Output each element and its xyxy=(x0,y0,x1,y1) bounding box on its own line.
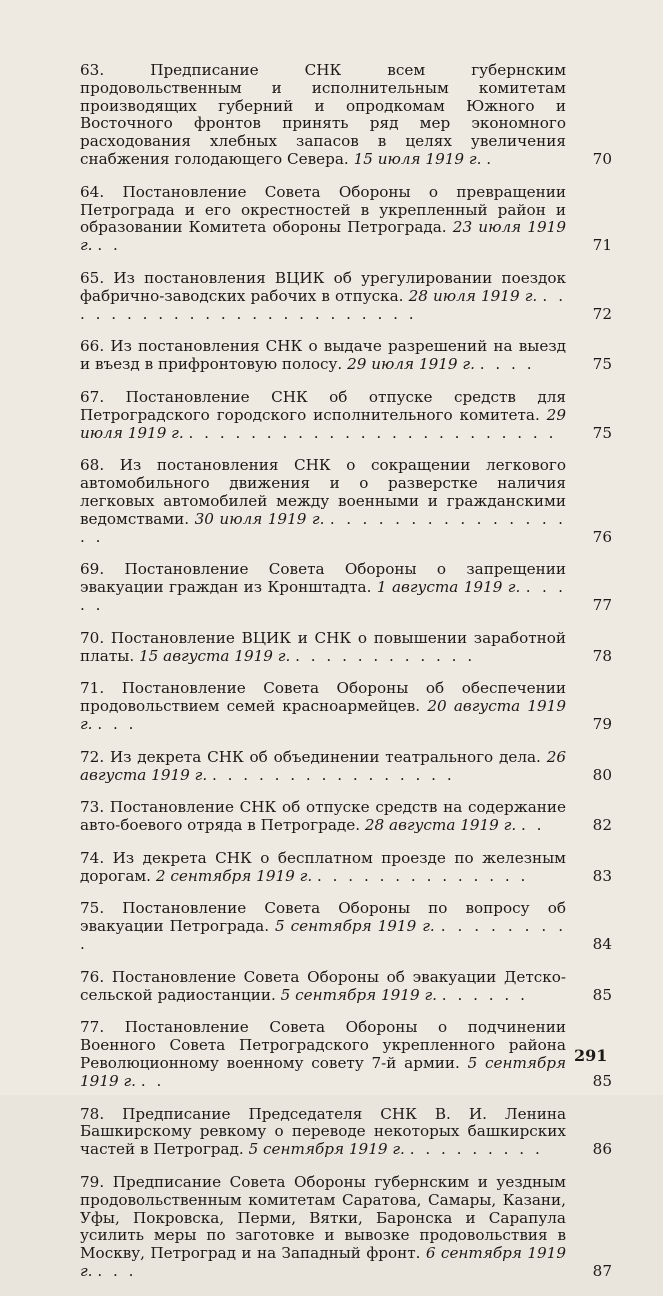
toc-entry-page-number: 78 xyxy=(592,646,612,665)
toc-entry-page-number: 82 xyxy=(592,816,612,835)
toc-entry-number: 75. xyxy=(80,899,105,918)
toc-entry-date: 29 июля 1919 г. xyxy=(80,405,566,442)
toc-entry xyxy=(80,969,612,1005)
toc-entry-title: Из декрета СНК о бесплатном проезде по железным дорогам. xyxy=(80,848,567,885)
toc-entry-body xyxy=(80,850,566,886)
toc-entry xyxy=(80,1019,612,1090)
toc-entry-body xyxy=(80,1106,566,1159)
toc-entry-body xyxy=(80,630,566,666)
toc-entry-date: 1 августа 1919 г. xyxy=(376,578,521,597)
toc-entry-date: 30 июля 1919 г. xyxy=(194,509,325,528)
toc-entry-body xyxy=(80,270,566,323)
toc-entry xyxy=(80,62,612,169)
toc-entry-number: 79. xyxy=(80,1173,105,1192)
toc-entry xyxy=(80,338,612,374)
toc-entry-page-number: 80 xyxy=(592,765,612,784)
toc-entry-number: 63. xyxy=(80,61,105,79)
toc-entry-title: Предписание Совета Обороны губернским и уездным продовольственным комитетам Саратова, Самары, Казани, Уфы, Покровска, Перми, Вятки, Баронска и Сарапула усилить меры по заготовке и вывозке продовольствия в Москву, Петроград и на Западный фронт. xyxy=(80,1173,566,1263)
toc-entry-date: 5 сентября 1919 г. xyxy=(80,1054,567,1090)
toc-entry-body xyxy=(80,184,566,255)
toc-entry-body xyxy=(80,457,566,546)
toc-entry-page-number: 87 xyxy=(592,1262,612,1281)
toc-entry xyxy=(80,270,612,323)
toc-entry-date: 5 сентября 1919 г. xyxy=(275,917,435,936)
toc-entry-leader-dots: . . xyxy=(140,1071,165,1090)
toc-entry-title: Постановление Совета Обороны о запрещении эвакуации граждан из Кронштадта. xyxy=(80,560,567,597)
toc-entry-page-number: 85 xyxy=(592,1071,612,1090)
toc-entry-leader-dots: . xyxy=(486,149,495,168)
toc-entry-number: 71. xyxy=(80,679,105,698)
toc-entry-page-number: 85 xyxy=(592,985,612,1004)
toc-entry-number: 70. xyxy=(80,628,105,647)
toc-entry-number: 74. xyxy=(80,848,105,867)
table-of-contents xyxy=(80,62,612,1296)
toc-entry-date: 23 июля 1919 г. xyxy=(80,218,566,255)
toc-entry-number: 73. xyxy=(80,798,105,817)
toc-entry-leader-dots: . . . . . . xyxy=(441,985,528,1004)
toc-entry-title: Из декрета СНК об объединении театрального дела. xyxy=(109,747,541,766)
toc-entry xyxy=(80,850,612,886)
toc-entry-date: 28 августа 1919 г. xyxy=(364,816,517,835)
toc-entry-date: 5 сентября 1919 г. xyxy=(248,1140,405,1159)
toc-entry-leader-dots: . . . xyxy=(97,1262,137,1281)
toc-entry-body xyxy=(80,969,566,1005)
toc-entry-body xyxy=(80,680,566,733)
toc-entry-leader-dots: . . . . xyxy=(479,355,535,374)
toc-entry-date: 28 июля 1919 г. xyxy=(408,286,538,305)
toc-entry-date: 26 августа 1919 г. xyxy=(80,747,567,784)
toc-entry-leader-dots: . . . . . xyxy=(80,578,567,614)
toc-entry-page-number: 71 xyxy=(592,236,612,255)
toc-entry-body xyxy=(80,1019,566,1090)
toc-entry-body xyxy=(80,1174,566,1281)
toc-entry-leader-dots: . . . . . . . . . . . . . . . . . . . . . . . . xyxy=(80,286,567,323)
toc-entry-body xyxy=(80,900,566,953)
toc-entry-leader-dots: . . . . . . . . . . . . . . xyxy=(316,866,529,885)
toc-entry-date: 20 августа 1919 г. xyxy=(80,697,566,733)
toc-entry-page-number: 84 xyxy=(592,935,612,954)
toc-entry-title: Предписание СНК всем губернским продовольственным и исполнительным комитетам производящих губерний и опродкомам Южного и Восточного фронтов принять ряд мер экономного расходования хлебных запасов в целях увеличения снабжения голодающего Севера. xyxy=(80,61,567,168)
toc-entry xyxy=(80,799,612,835)
toc-entry-page-number: 76 xyxy=(592,527,612,546)
toc-entry-title: Из постановления СНК о выдаче разрешений на выезд и въезд в прифронтовую полосу. xyxy=(80,337,567,374)
toc-entry-leader-dots: . . . . . . . . . xyxy=(409,1140,543,1159)
toc-entry xyxy=(80,1174,612,1281)
toc-entry-leader-dots: . . xyxy=(97,236,121,255)
toc-entry-body xyxy=(80,389,566,442)
toc-entry-number: 66. xyxy=(80,337,105,356)
toc-entry-leader-dots: . . xyxy=(521,816,545,835)
toc-entry-number: 72. xyxy=(80,747,105,766)
toc-entry-title: Постановление Совета Обороны об обеспечении продовольствием семей красноармейцев. xyxy=(80,679,566,716)
toc-entry-title: Из постановления СНК о сокращении легкового автомобильного движения и о разверстке наличия легковых автомобилей между военными и гражданскими ведомствами. xyxy=(80,456,566,528)
toc-entry-number: 77. xyxy=(80,1018,105,1037)
toc-entry-title: Постановление Совета Обороны по вопросу об эвакуации Петрограда. xyxy=(80,899,566,936)
page-number: 291 xyxy=(574,1046,608,1065)
toc-entry-page-number: 86 xyxy=(592,1140,612,1159)
toc-entry-number: 69. xyxy=(80,560,105,579)
toc-entry-title: Постановление СНК об отпуске средств на содержание авто-боевого отряда в Петрограде. xyxy=(80,798,566,835)
toc-entry-body xyxy=(80,338,566,374)
toc-entry xyxy=(80,561,612,614)
toc-entry-number: 68. xyxy=(80,456,105,475)
toc-entry xyxy=(80,749,612,785)
toc-entry-date: 15 августа 1919 г. xyxy=(138,646,291,665)
toc-entry-body xyxy=(80,561,566,614)
toc-entry-page-number: 72 xyxy=(592,304,612,323)
toc-entry-number: 64. xyxy=(80,182,105,201)
toc-entry xyxy=(80,630,612,666)
toc-entry-date: 2 сентября 1919 г. xyxy=(155,866,313,885)
toc-entry xyxy=(80,680,612,733)
toc-entry-page-number: 75 xyxy=(592,423,612,442)
toc-entry-page-number: 83 xyxy=(592,866,612,885)
toc-entry-page-number: 79 xyxy=(592,714,612,733)
toc-entry-number: 65. xyxy=(80,268,105,287)
toc-entry-number: 78. xyxy=(80,1104,105,1123)
toc-entry-leader-dots: . . . xyxy=(97,714,137,733)
toc-entry-leader-dots: . . . . . . . . . xyxy=(80,917,567,954)
toc-entry xyxy=(80,457,612,546)
toc-entry-page-number: 70 xyxy=(592,149,612,168)
toc-entry-body xyxy=(80,62,566,169)
toc-entry-body xyxy=(80,749,566,785)
toc-entry-leader-dots: . . . . . . . . . . . . xyxy=(295,646,476,665)
toc-entry-title: Постановление Совета Обороны о превращении Петрограда и его окрестностей в укрепленный район и образовании Комитета обороны Петрограда. xyxy=(80,182,567,237)
toc-entry-title: Предписание Председателя СНК В. И. Ленина Башкирскому ревкому о переводе некоторых башкирских частей в Петроград. xyxy=(80,1104,566,1159)
toc-entry-title: Постановление ВЦИК и СНК о повышении заработной платы. xyxy=(80,628,567,665)
toc-entry-date: 6 сентября 1919 г. xyxy=(80,1244,566,1281)
toc-entry-date: 5 сентября 1919 г. xyxy=(280,985,437,1004)
toc-entry-number: 76. xyxy=(80,967,105,986)
toc-entry-page-number: 75 xyxy=(592,355,612,374)
toc-entry xyxy=(80,900,612,953)
toc-entry xyxy=(80,1106,612,1159)
toc-entry-page-number: 77 xyxy=(592,595,612,614)
toc-entry xyxy=(80,389,612,442)
toc-entry-date: 29 июля 1919 г. xyxy=(347,355,475,374)
toc-entry xyxy=(80,184,612,255)
toc-entry-date: 15 июля 1919 г. xyxy=(353,149,482,168)
toc-entry-leader-dots: . . . . . . . . . . . . . . . . xyxy=(211,765,455,784)
toc-entry-body xyxy=(80,799,566,835)
toc-entry-title: Постановление СНК об отпуске средств для Петроградского городского исполнительного комитета. xyxy=(80,387,566,424)
toc-entry-number: 67. xyxy=(80,387,105,406)
toc-entry-title: Из постановления ВЦИК об урегулировании поездок фабрично-заводских рабочих в отпуска. xyxy=(80,268,567,305)
toc-entry-leader-dots: . . . . . . . . . . . . . . . . . . . . . . . . xyxy=(188,423,557,442)
toc-entry-title: Постановление Совета Обороны о подчинении Военного Совета Петроградского укрепленного района Революционному военному совету 7-й армии. xyxy=(80,1018,567,1073)
toc-entry-leader-dots: . . . . . . . . . . . . . . . . . xyxy=(80,509,566,546)
toc-entry-title: Постановление Совета Обороны об эвакуации Детско-сельской радиостанции. xyxy=(80,967,567,1004)
